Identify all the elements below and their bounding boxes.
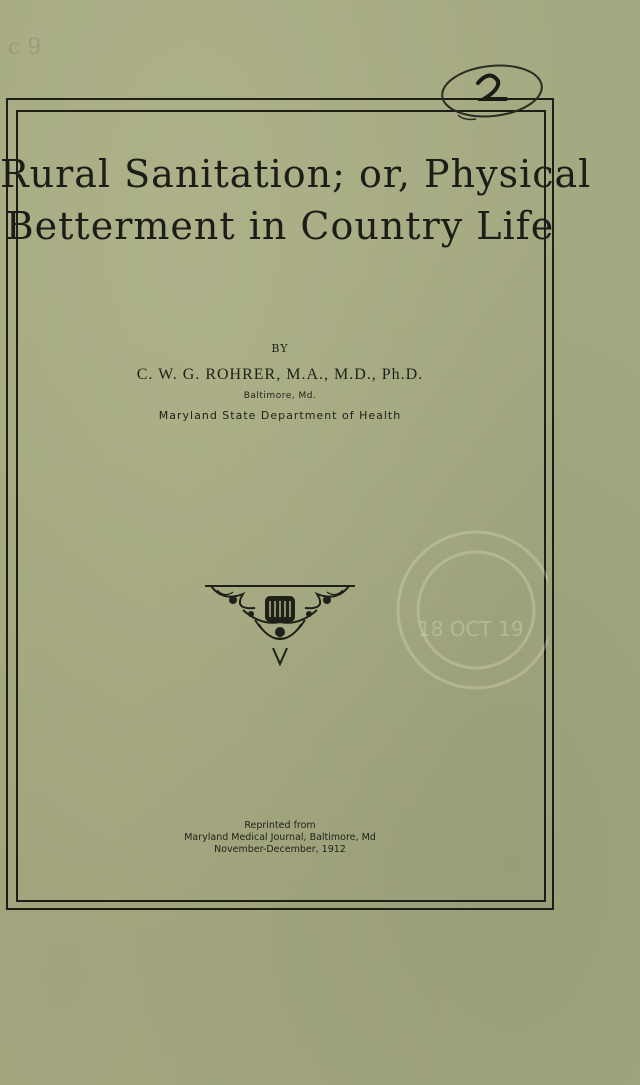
svg-text:18 OCT 19: 18 OCT 19 xyxy=(418,617,524,641)
title-line-2: Betterment in Country Life xyxy=(5,204,555,248)
title-line-1: Rural Sanitation; or, Physical xyxy=(0,152,592,196)
decorative-ornament-icon xyxy=(203,580,357,666)
department-name: Maryland State Department of Health xyxy=(158,409,402,422)
reprint-line-1: Reprinted from xyxy=(244,820,316,831)
author-name: C. W. G. ROHRER, M.A., M.D., Ph.D. xyxy=(136,366,424,383)
reprint-line-3: November-December, 1912 xyxy=(214,844,346,855)
svg-text:c 9: c 9 xyxy=(8,35,42,60)
pencil-mark-icon xyxy=(2,26,58,66)
library-stamp-icon xyxy=(388,500,548,710)
handwritten-number-mark-icon xyxy=(434,55,546,127)
author-location: Baltimore, Md. xyxy=(243,391,317,401)
reprint-line-2: Maryland Medical Journal, Baltimore, Md xyxy=(184,832,376,843)
by-label: BY xyxy=(271,342,289,355)
